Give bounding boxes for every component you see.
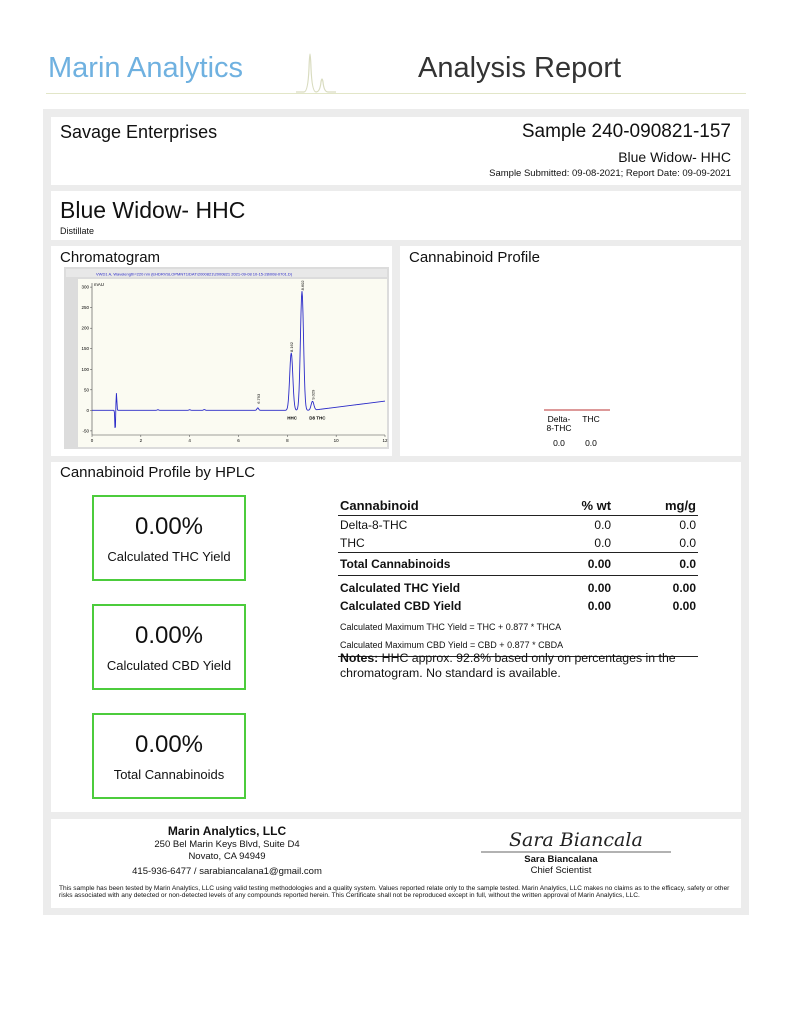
chromatogram-panel [51,246,392,456]
y-tick-label: -50 [82,428,89,434]
cbd-yield-value: 0.00% [134,622,204,649]
y-tick-label: 300 [81,284,89,290]
cbd-yield-name: Calculated CBD Yield [340,599,462,613]
cannabinoid-name: THC [340,536,365,550]
y-tick-label: 250 [81,305,89,311]
table-row [338,516,698,535]
chromatogram-title: Chromatogram [60,249,161,266]
footer-panel [51,819,741,908]
cbd-yield-box [92,604,246,690]
y-tick-label: 100 [81,366,89,372]
x-tick-label: 8 [286,438,289,443]
thc-yield-box [92,495,246,581]
header-pct-wt: % wt [541,496,641,516]
thc-yield-label: Calculated THC Yield [107,549,231,564]
thc-yield-name: Calculated THC Yield [340,581,461,595]
signature-image [479,821,675,855]
thc-yield-mg: 0.00 [672,581,696,595]
y-tick-label: 50 [83,387,89,393]
x-tick-label: 12 [382,438,388,443]
cbd-yield-pct: 0.00 [587,599,612,613]
value-label-thc: 0.0 [585,438,597,448]
notes [340,651,710,681]
footer-address1-text: 250 Bel Marin Keys Blvd, Suite D4 [154,839,300,850]
notes-text: HHC approx. 92.8% based only on percentages in the chromatogram. No standard is available. [340,651,676,680]
footer-company-text: Marin Analytics, LLC [167,824,287,838]
signer-title-text: Chief Scientist [530,865,592,876]
formula-row [338,615,698,636]
total-pct: 0.00 [541,553,641,576]
chromatogram-peak-logo [296,38,336,96]
header-divider [46,93,746,94]
cannabinoid-mg: 0.0 [679,536,696,550]
compound-label-d8-thc: D8 THC [309,415,326,421]
thc-formula: Calculated Maximum THC Yield = THC + 0.877 * THCA [340,622,562,632]
signer-name-text: Sara Biancalana [524,854,598,865]
hplc-title: Cannabinoid Profile by HPLC [60,464,256,481]
chromatogram-caption: VWD1 A, Wavelength=220 nm (EHDRVSLOPMNT1\DAT\2000821\2000821 2021-09-08 10-15-28\008-0701.D) [96,271,293,277]
category-label-thc: THC [582,414,600,424]
notes-label: Notes: [340,651,379,665]
cbd-yield-row [338,597,698,615]
total-cannabinoids-box [92,713,246,799]
product-name: Blue Widow- HHC [618,149,731,165]
cannabinoid-mg: 0.0 [679,518,696,532]
chromatogram-plot [64,267,389,449]
cannabinoid-name: Delta-8-THC [340,518,408,532]
total-cannabinoids-label: Total Cannabinoids [113,767,225,782]
cbd-formula: Calculated Maximum CBD Yield = CBD + 0.877 * CBDA [338,636,698,657]
y-tick-label: 200 [81,325,89,331]
table-row [338,534,698,553]
report-dates: Sample Submitted: 09-08-2021; Report Date: 09-09-2021 [489,168,731,179]
peak-retention-label: 6.793 [255,393,261,404]
footer-contact-text: 415-936-6477 / sarabiancalana1@gmail.com [132,866,322,877]
footer-address2-text: Novato, CA 94949 [188,851,266,862]
thc-yield-row [338,576,698,598]
table-header-row [338,496,698,516]
x-tick-label: 6 [237,438,240,443]
total-row [338,553,698,576]
y-axis-unit: mAU [94,282,104,287]
lab-logo-text: Marin Analytics [48,52,244,84]
cannabinoid-pct: 0.0 [594,518,612,532]
x-tick-label: 10 [333,438,339,443]
x-tick-label: 0 [90,438,94,443]
thc-yield-value: 0.00% [134,513,204,540]
peak-retention-label: 8.162 [289,342,295,353]
cannabinoid-profile-panel [400,246,741,456]
profile-bar-chart [530,396,620,451]
disclaimer: This sample has been tested by Marin Analytics, LLC using valid testing methodologies and a quality system. Values reported relate only to the sample tested. Marin Analytics, LLC makes no claims as to the efficacy, safety or other risks associated with any detected or non-detected levels of any compounds reported herein. This Certificate shall not be reproduced except in full, without the written approval of Marin Analytics, LLC. [59,885,730,900]
report-title: Analysis Report [418,52,622,84]
cbd-yield-label: Calculated CBD Yield [106,658,232,673]
client-name: Savage Enterprises [60,122,218,142]
y-tick-label: 0 [86,407,89,413]
peak-retention-label: 9.029 [310,389,316,400]
chromatogram-image [64,267,389,449]
sample-panel [51,191,741,240]
cbd-yield-mg: 0.00 [672,599,696,613]
sample-title: Blue Widow- HHC [60,197,246,223]
sample-id: Sample 240-090821-157 [521,121,731,142]
header-mg-g: mg/g [641,496,698,516]
profile-title: Cannabinoid Profile [409,249,540,266]
x-tick-label: 4 [188,438,191,443]
x-tick-label: 2 [139,438,143,443]
category-label-delta-8-thc-line2: 8-THC [546,423,572,433]
total-mg: 0.0 [641,553,698,576]
client-panel [51,117,741,185]
results-table [338,496,698,657]
signature-text: Sara Biancala [509,829,643,851]
thc-yield-pct: 0.00 [587,581,612,595]
total-name: Total Cannabinoids [338,553,541,576]
value-label-delta-8-thc: 0.0 [553,438,565,448]
compound-label-hhc: HHC [287,415,297,421]
header-cannabinoid: Cannabinoid [338,496,541,516]
hplc-panel [51,462,741,812]
cannabinoid-pct: 0.0 [594,536,612,550]
y-tick-label: 150 [81,346,89,352]
peak-retention-label: 8.602 [299,280,305,291]
sample-matrix: Distillate [60,226,95,236]
total-cannabinoids-value: 0.00% [134,731,204,758]
category-label-delta-8-thc-line1: Delta- [547,414,571,424]
